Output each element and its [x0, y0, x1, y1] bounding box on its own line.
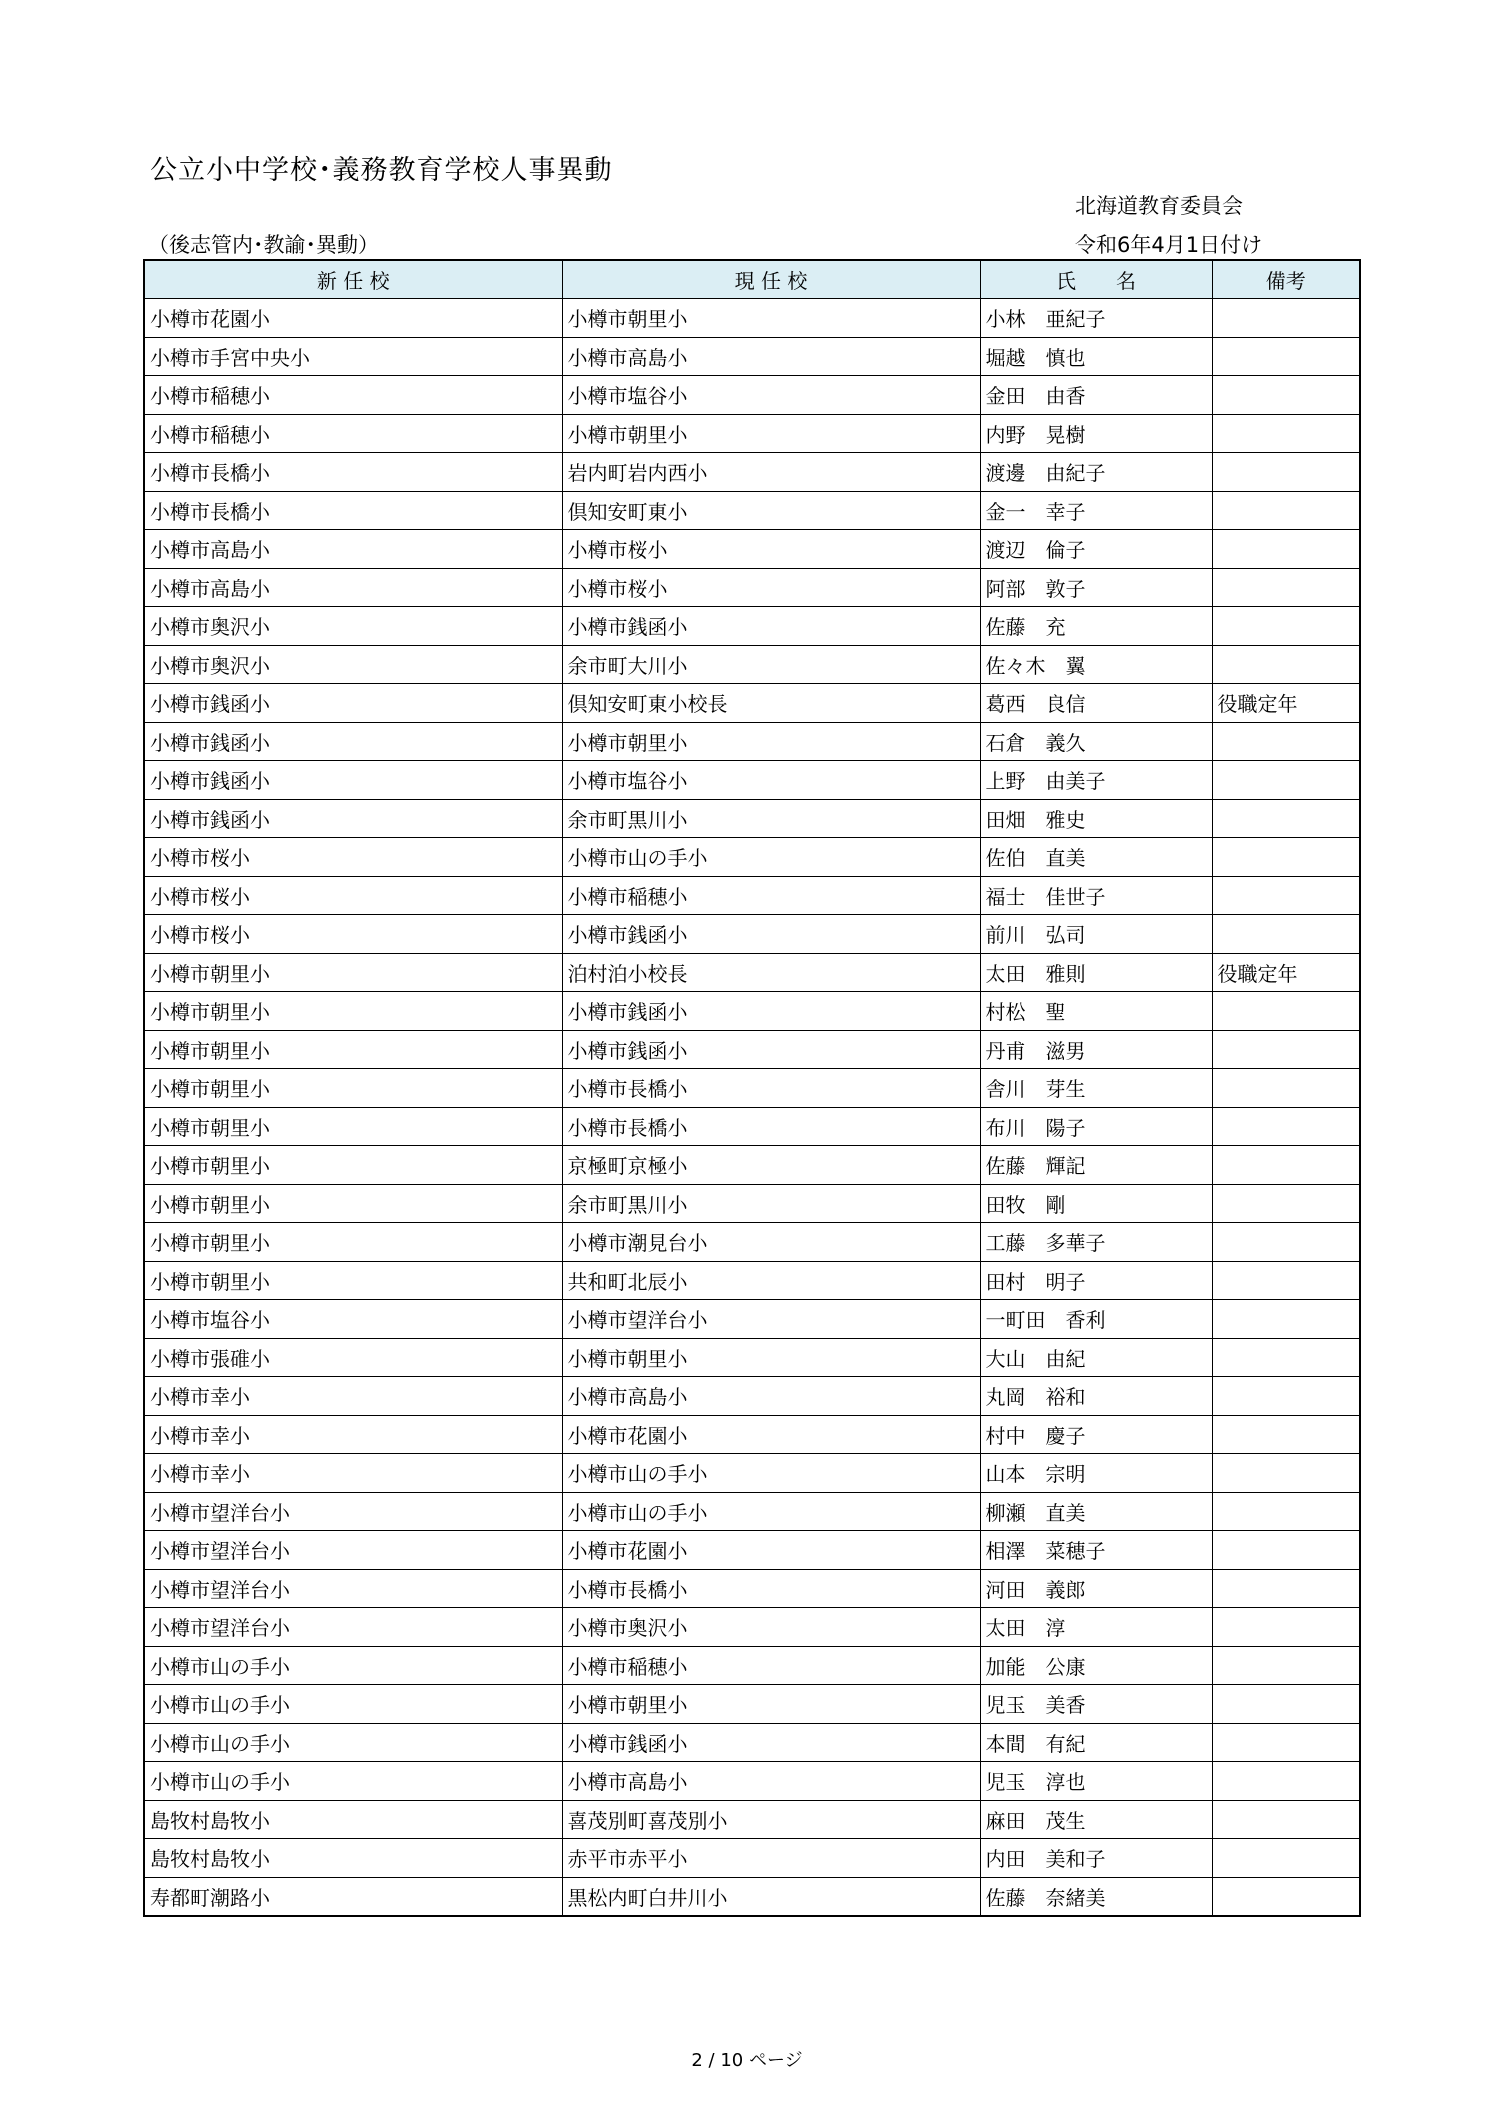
- remarks-cell: [1212, 1762, 1360, 1801]
- new-school-cell: 島牧村島牧小: [144, 1800, 562, 1839]
- table-row: [144, 414, 1360, 453]
- remarks-cell: [1212, 838, 1360, 877]
- current-school-cell: 倶知安町東小: [562, 491, 980, 530]
- name-cell: 金一 幸子: [980, 491, 1212, 530]
- new-school-cell: 小樽市朝里小: [144, 953, 562, 992]
- remarks-cell: [1212, 1492, 1360, 1531]
- new-school-cell: 小樽市稲穂小: [144, 376, 562, 415]
- current-school-cell: 喜茂別町喜茂別小: [562, 1800, 980, 1839]
- new-school-cell: 小樽市朝里小: [144, 992, 562, 1031]
- column-header-new-school: 新 任 校: [144, 260, 562, 299]
- new-school-cell: 小樽市朝里小: [144, 1146, 562, 1185]
- table-row: [144, 838, 1360, 877]
- remarks-cell: [1212, 1146, 1360, 1185]
- current-school-cell: 小樽市銭函小: [562, 1030, 980, 1069]
- current-school-cell: 倶知安町東小校長: [562, 684, 980, 723]
- current-school-cell: 小樽市高島小: [562, 1762, 980, 1801]
- current-school-cell: 小樽市奥沢小: [562, 1608, 980, 1647]
- new-school-cell: 小樽市朝里小: [144, 1261, 562, 1300]
- new-school-cell: 小樽市銭函小: [144, 722, 562, 761]
- new-school-cell: 小樽市朝里小: [144, 1184, 562, 1223]
- name-cell: 布川 陽子: [980, 1107, 1212, 1146]
- table-row: [144, 376, 1360, 415]
- name-cell: 村松 聖: [980, 992, 1212, 1031]
- table-row: [144, 1492, 1360, 1531]
- table-row: [144, 799, 1360, 838]
- remarks-cell: 役職定年: [1212, 684, 1360, 723]
- table-row: [144, 299, 1360, 338]
- new-school-cell: 小樽市長橋小: [144, 491, 562, 530]
- table-row: [144, 722, 1360, 761]
- new-school-cell: 小樽市望洋台小: [144, 1531, 562, 1570]
- new-school-cell: 小樽市桜小: [144, 915, 562, 954]
- remarks-cell: [1212, 530, 1360, 569]
- name-cell: 金田 由香: [980, 376, 1212, 415]
- remarks-cell: [1212, 1454, 1360, 1493]
- new-school-cell: 小樽市山の手小: [144, 1723, 562, 1762]
- table-row: [144, 1569, 1360, 1608]
- table-row: [144, 1800, 1360, 1839]
- table-row: [144, 337, 1360, 376]
- table-row: [144, 1877, 1360, 1916]
- table-row: [144, 684, 1360, 723]
- current-school-cell: 小樽市潮見台小: [562, 1223, 980, 1262]
- table-row: [144, 876, 1360, 915]
- remarks-cell: [1212, 722, 1360, 761]
- new-school-cell: 小樽市朝里小: [144, 1069, 562, 1108]
- name-cell: 柳瀬 直美: [980, 1492, 1212, 1531]
- current-school-cell: 共和町北辰小: [562, 1261, 980, 1300]
- new-school-cell: 小樽市山の手小: [144, 1646, 562, 1685]
- remarks-cell: [1212, 992, 1360, 1031]
- page-indicator: 2 / 10 ページ: [691, 2050, 803, 2071]
- new-school-cell: 小樽市塩谷小: [144, 1300, 562, 1339]
- remarks-cell: [1212, 1877, 1360, 1916]
- remarks-cell: [1212, 491, 1360, 530]
- current-school-cell: 小樽市山の手小: [562, 838, 980, 877]
- name-cell: 相澤 菜穂子: [980, 1531, 1212, 1570]
- table-row: [144, 1608, 1360, 1647]
- table-row: [144, 1069, 1360, 1108]
- current-school-cell: 余市町大川小: [562, 645, 980, 684]
- name-cell: 佐々木 翼: [980, 645, 1212, 684]
- new-school-cell: 小樽市長橋小: [144, 453, 562, 492]
- table-row: [144, 1030, 1360, 1069]
- remarks-cell: [1212, 568, 1360, 607]
- current-school-cell: 小樽市長橋小: [562, 1069, 980, 1108]
- new-school-cell: 小樽市張碓小: [144, 1338, 562, 1377]
- remarks-cell: [1212, 761, 1360, 800]
- name-cell: 葛西 良信: [980, 684, 1212, 723]
- name-cell: 前川 弘司: [980, 915, 1212, 954]
- table-row: [144, 1454, 1360, 1493]
- table-row: [144, 453, 1360, 492]
- table-row: [144, 530, 1360, 569]
- remarks-cell: [1212, 1107, 1360, 1146]
- new-school-cell: 小樽市高島小: [144, 568, 562, 607]
- new-school-cell: 小樽市銭函小: [144, 684, 562, 723]
- new-school-cell: 小樽市幸小: [144, 1377, 562, 1416]
- new-school-cell: 小樽市稲穂小: [144, 414, 562, 453]
- new-school-cell: 小樽市高島小: [144, 530, 562, 569]
- name-cell: 工藤 多華子: [980, 1223, 1212, 1262]
- remarks-cell: [1212, 915, 1360, 954]
- current-school-cell: 小樽市銭函小: [562, 607, 980, 646]
- remarks-cell: [1212, 1839, 1360, 1878]
- table-row: [144, 1338, 1360, 1377]
- name-cell: 河田 義郎: [980, 1569, 1212, 1608]
- remarks-cell: [1212, 414, 1360, 453]
- table-row: [144, 915, 1360, 954]
- new-school-cell: 小樽市望洋台小: [144, 1608, 562, 1647]
- table-row: [144, 1377, 1360, 1416]
- table-row: [144, 992, 1360, 1031]
- new-school-cell: 小樽市望洋台小: [144, 1492, 562, 1531]
- column-header-current-school: 現 任 校: [562, 260, 980, 299]
- effective-date: 令和6年4月1日付け: [1075, 233, 1263, 257]
- table-row: [144, 1223, 1360, 1262]
- remarks-cell: [1212, 1531, 1360, 1570]
- name-cell: 太田 雅則: [980, 953, 1212, 992]
- current-school-cell: 小樽市山の手小: [562, 1492, 980, 1531]
- column-header-remarks: 備考: [1212, 260, 1360, 299]
- new-school-cell: 小樽市朝里小: [144, 1107, 562, 1146]
- current-school-cell: 小樽市長橋小: [562, 1107, 980, 1146]
- remarks-cell: [1212, 1646, 1360, 1685]
- current-school-cell: 余市町黒川小: [562, 799, 980, 838]
- new-school-cell: 小樽市朝里小: [144, 1223, 562, 1262]
- remarks-cell: [1212, 1608, 1360, 1647]
- name-cell: 田牧 剛: [980, 1184, 1212, 1223]
- remarks-cell: [1212, 337, 1360, 376]
- current-school-cell: 小樽市塩谷小: [562, 376, 980, 415]
- current-school-cell: 小樽市稲穂小: [562, 1646, 980, 1685]
- name-cell: 舎川 芽生: [980, 1069, 1212, 1108]
- name-cell: 阿部 敦子: [980, 568, 1212, 607]
- new-school-cell: 小樽市幸小: [144, 1454, 562, 1493]
- current-school-cell: 京極町京極小: [562, 1146, 980, 1185]
- table-body: [144, 299, 1360, 1917]
- name-cell: 丸岡 裕和: [980, 1377, 1212, 1416]
- table-row: [144, 607, 1360, 646]
- current-school-cell: 泊村泊小校長: [562, 953, 980, 992]
- new-school-cell: 小樽市桜小: [144, 876, 562, 915]
- issuer-name: 北海道教育委員会: [1075, 194, 1243, 218]
- remarks-cell: [1212, 376, 1360, 415]
- table-row: [144, 568, 1360, 607]
- table-row: [144, 953, 1360, 992]
- name-cell: 佐伯 直美: [980, 838, 1212, 877]
- current-school-cell: 小樽市長橋小: [562, 1569, 980, 1608]
- current-school-cell: 小樽市花園小: [562, 1415, 980, 1454]
- new-school-cell: 小樽市朝里小: [144, 1030, 562, 1069]
- table-row: [144, 491, 1360, 530]
- current-school-cell: 小樽市花園小: [562, 1531, 980, 1570]
- name-cell: 小林 亜紀子: [980, 299, 1212, 338]
- name-cell: 上野 由美子: [980, 761, 1212, 800]
- name-cell: 福士 佳世子: [980, 876, 1212, 915]
- table-row: [144, 645, 1360, 684]
- remarks-cell: 役職定年: [1212, 953, 1360, 992]
- current-school-cell: 小樽市桜小: [562, 568, 980, 607]
- current-school-cell: 小樽市朝里小: [562, 299, 980, 338]
- remarks-cell: [1212, 1300, 1360, 1339]
- table-header-row: [144, 260, 1360, 299]
- remarks-cell: [1212, 1338, 1360, 1377]
- name-cell: 児玉 淳也: [980, 1762, 1212, 1801]
- remarks-cell: [1212, 1415, 1360, 1454]
- current-school-cell: 小樽市朝里小: [562, 414, 980, 453]
- name-cell: 田畑 雅史: [980, 799, 1212, 838]
- current-school-cell: 小樽市稲穂小: [562, 876, 980, 915]
- current-school-cell: 小樽市高島小: [562, 337, 980, 376]
- name-cell: 佐藤 充: [980, 607, 1212, 646]
- name-cell: 内野 晃樹: [980, 414, 1212, 453]
- table-row: [144, 1531, 1360, 1570]
- table-row: [144, 1107, 1360, 1146]
- remarks-cell: [1212, 645, 1360, 684]
- new-school-cell: 小樽市銭函小: [144, 799, 562, 838]
- name-cell: 太田 淳: [980, 1608, 1212, 1647]
- section-subtitle: （後志管内･教諭･異動）: [148, 233, 379, 257]
- remarks-cell: [1212, 1800, 1360, 1839]
- new-school-cell: 小樽市手宮中央小: [144, 337, 562, 376]
- table-row: [144, 1261, 1360, 1300]
- table-row: [144, 1146, 1360, 1185]
- table-row: [144, 761, 1360, 800]
- name-cell: 村中 慶子: [980, 1415, 1212, 1454]
- column-header-name: 氏 名: [980, 260, 1212, 299]
- table-row: [144, 1839, 1360, 1878]
- current-school-cell: 小樽市銭函小: [562, 992, 980, 1031]
- name-cell: 麻田 茂生: [980, 1800, 1212, 1839]
- table-row: [144, 1646, 1360, 1685]
- remarks-cell: [1212, 299, 1360, 338]
- table-row: [144, 1184, 1360, 1223]
- new-school-cell: 小樽市花園小: [144, 299, 562, 338]
- current-school-cell: 赤平市赤平小: [562, 1839, 980, 1878]
- current-school-cell: 小樽市山の手小: [562, 1454, 980, 1493]
- current-school-cell: 小樽市望洋台小: [562, 1300, 980, 1339]
- name-cell: 内田 美和子: [980, 1839, 1212, 1878]
- remarks-cell: [1212, 1377, 1360, 1416]
- remarks-cell: [1212, 799, 1360, 838]
- remarks-cell: [1212, 1261, 1360, 1300]
- table-row: [144, 1762, 1360, 1801]
- remarks-cell: [1212, 453, 1360, 492]
- new-school-cell: 小樽市奥沢小: [144, 607, 562, 646]
- name-cell: 佐藤 輝記: [980, 1146, 1212, 1185]
- name-cell: 渡邊 由紀子: [980, 453, 1212, 492]
- transfer-table: [143, 259, 1361, 1917]
- remarks-cell: [1212, 876, 1360, 915]
- remarks-cell: [1212, 607, 1360, 646]
- new-school-cell: 小樽市奥沢小: [144, 645, 562, 684]
- current-school-cell: 小樽市朝里小: [562, 722, 980, 761]
- new-school-cell: 小樽市銭函小: [144, 761, 562, 800]
- current-school-cell: 岩内町岩内西小: [562, 453, 980, 492]
- remarks-cell: [1212, 1569, 1360, 1608]
- name-cell: 丹甫 滋男: [980, 1030, 1212, 1069]
- current-school-cell: 小樽市銭函小: [562, 915, 980, 954]
- table-row: [144, 1723, 1360, 1762]
- remarks-cell: [1212, 1723, 1360, 1762]
- current-school-cell: 小樽市桜小: [562, 530, 980, 569]
- name-cell: 堀越 慎也: [980, 337, 1212, 376]
- remarks-cell: [1212, 1030, 1360, 1069]
- new-school-cell: 小樽市山の手小: [144, 1762, 562, 1801]
- name-cell: 児玉 美香: [980, 1685, 1212, 1724]
- new-school-cell: 寿都町潮路小: [144, 1877, 562, 1916]
- new-school-cell: 小樽市幸小: [144, 1415, 562, 1454]
- name-cell: 本間 有紀: [980, 1723, 1212, 1762]
- name-cell: 田村 明子: [980, 1261, 1212, 1300]
- name-cell: 大山 由紀: [980, 1338, 1212, 1377]
- table-row: [144, 1685, 1360, 1724]
- remarks-cell: [1212, 1685, 1360, 1724]
- current-school-cell: 黒松内町白井川小: [562, 1877, 980, 1916]
- current-school-cell: 小樽市朝里小: [562, 1685, 980, 1724]
- page-title: 公立小中学校･義務教育学校人事異動: [150, 155, 613, 186]
- name-cell: 渡辺 倫子: [980, 530, 1212, 569]
- name-cell: 加能 公康: [980, 1646, 1212, 1685]
- remarks-cell: [1212, 1184, 1360, 1223]
- current-school-cell: 小樽市銭函小: [562, 1723, 980, 1762]
- new-school-cell: 小樽市山の手小: [144, 1685, 562, 1724]
- name-cell: 山本 宗明: [980, 1454, 1212, 1493]
- current-school-cell: 小樽市高島小: [562, 1377, 980, 1416]
- current-school-cell: 余市町黒川小: [562, 1184, 980, 1223]
- current-school-cell: 小樽市朝里小: [562, 1338, 980, 1377]
- remarks-cell: [1212, 1069, 1360, 1108]
- table-row: [144, 1300, 1360, 1339]
- new-school-cell: 小樽市望洋台小: [144, 1569, 562, 1608]
- current-school-cell: 小樽市塩谷小: [562, 761, 980, 800]
- new-school-cell: 小樽市桜小: [144, 838, 562, 877]
- name-cell: 一町田 香利: [980, 1300, 1212, 1339]
- remarks-cell: [1212, 1223, 1360, 1262]
- table-row: [144, 1415, 1360, 1454]
- name-cell: 石倉 義久: [980, 722, 1212, 761]
- name-cell: 佐藤 奈緒美: [980, 1877, 1212, 1916]
- new-school-cell: 島牧村島牧小: [144, 1839, 562, 1878]
